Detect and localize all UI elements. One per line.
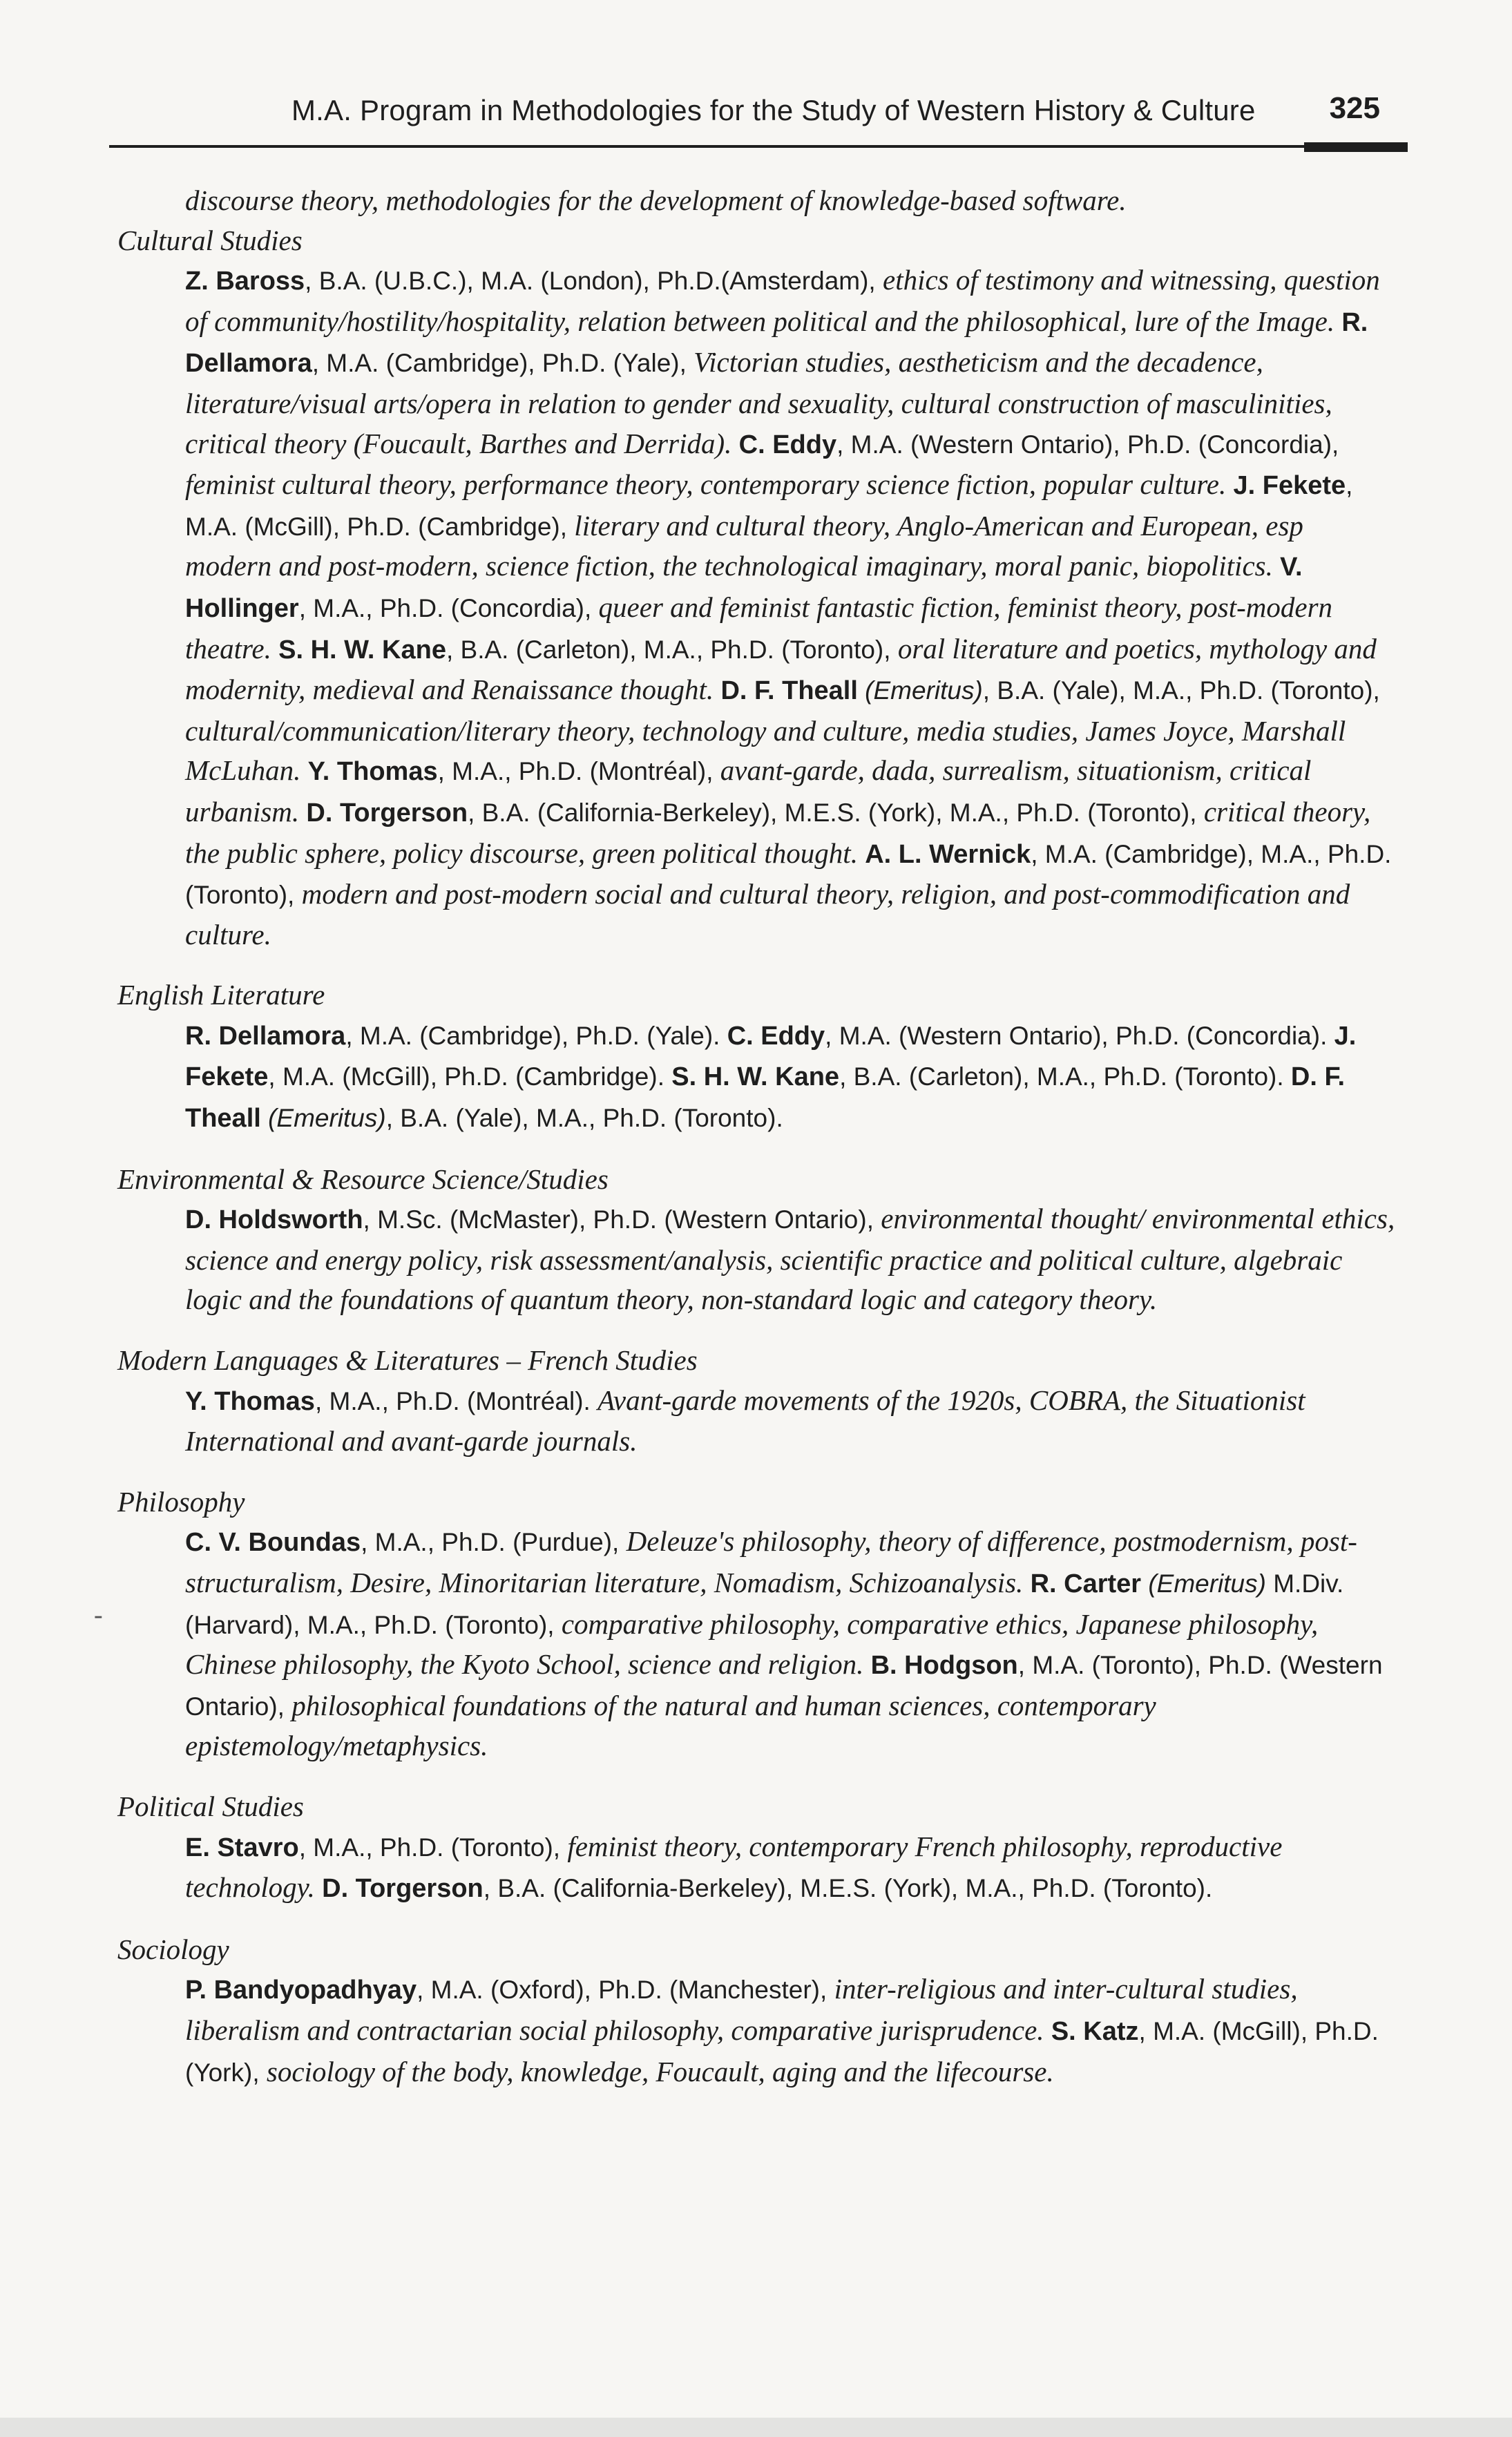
research-interests: queer and feminist fantastic fiction, feminist theory, post-modern theatre.	[185, 591, 1333, 665]
faculty-degrees: , M.A., Ph.D. (Toronto),	[298, 1833, 568, 1862]
faculty-name: D. Torgerson	[306, 798, 468, 828]
section	[117, 221, 1402, 955]
faculty-entries	[185, 1381, 1395, 1462]
faculty-status: (Emeritus)	[865, 676, 983, 705]
faculty-degrees: M.Div. (Harvard), M.A., Ph.D. (Toronto),	[185, 1569, 1344, 1639]
faculty-name: Z. Baross	[185, 267, 305, 296]
faculty-name: R. Dellamora	[185, 1021, 346, 1051]
faculty-entry	[185, 264, 1380, 337]
section-heading: Cultural Studies	[117, 224, 303, 256]
continued-text: discourse theory, methodologies for the development of knowledge-based software.	[185, 184, 1127, 216]
header-rule-mark	[1304, 142, 1408, 152]
scan-edge	[0, 2418, 1512, 2437]
faculty-degrees: , B.A. (Carleton), M.A., Ph.D. (Toronto).	[839, 1062, 1284, 1091]
section-heading: Sociology	[117, 1933, 229, 1965]
section	[117, 1930, 1402, 2092]
research-interests: modern and post-modern social and cultural theory, religion, and post-commodification and culture.	[185, 878, 1350, 950]
faculty-name: S. H. W. Kane	[671, 1062, 840, 1092]
faculty-name: J. Fekete	[1233, 471, 1346, 501]
faculty-name: D. Torgerson	[322, 1874, 484, 1904]
faculty-entries	[185, 260, 1395, 955]
research-interests: avant-garde, dada, surrealism, situationism, critical urbanism.	[185, 754, 1312, 828]
faculty-degrees: , M.Sc. (McMaster), Ph.D. (Western Ontario),	[363, 1205, 881, 1234]
research-interests: comparative philosophy, comparative ethics, Japanese philosophy, Chinese philosophy, the Kyoto School, science and religion.	[185, 1607, 1319, 1681]
page-header	[109, 90, 1408, 148]
section	[117, 1160, 1402, 1320]
faculty-name: C. V. Boundas	[185, 1528, 361, 1558]
faculty-entry	[322, 1871, 1212, 1903]
section	[117, 975, 1402, 1138]
faculty-entries	[185, 1199, 1395, 1320]
section	[117, 1482, 1402, 1766]
research-interests: philosophical foundations of the natural and human sciences, contemporary epistemology/metaphysics.	[185, 1689, 1156, 1762]
section-heading: English Literature	[117, 979, 325, 1011]
faculty-name: V. Hollinger	[185, 553, 1303, 623]
research-interests: ethics of testimony and witnessing, question of community/hostility/hospitality, relation between political and the philosophical, lure of the Image.	[185, 264, 1380, 337]
research-interests: cultural/communication/literary theory, technology and culture, media studies, James Joyce, Marshall McLuhan.	[185, 714, 1346, 787]
faculty-degrees: , M.A. (Oxford), Ph.D. (Manchester),	[417, 1976, 834, 2005]
faculty-name: D. Holdsworth	[185, 1205, 363, 1235]
faculty-name: B. Hodgson	[870, 1651, 1018, 1681]
faculty-name: D. F. Theall	[185, 1062, 1346, 1134]
faculty-degrees: , M.A., Ph.D. (Montréal).	[314, 1386, 598, 1415]
faculty-name: C. Eddy	[738, 430, 837, 459]
faculty-name: S. H. W. Kane	[278, 635, 446, 665]
faculty-name: J. Fekete	[185, 1021, 1357, 1092]
research-interests: Avant-garde movements of the 1920s, COBRA, the Situationist International and avant-garde journals.	[185, 1384, 1305, 1458]
faculty-entry	[185, 1384, 1305, 1458]
section-heading: Modern Languages & Literatures – French Studies	[117, 1344, 698, 1377]
faculty-entries	[185, 1827, 1395, 1909]
research-interests: inter-religious and inter-cultural studies, liberalism and contractarian social philosophy, comparative jurisprudence.	[185, 1973, 1298, 2046]
faculty-degrees: , M.A. (Western Ontario), Ph.D. (Concordia),	[836, 430, 1339, 459]
faculty-status: (Emeritus)	[1148, 1569, 1266, 1598]
faculty-entries	[185, 1522, 1395, 1766]
faculty-entry	[671, 1060, 1283, 1091]
faculty-entry	[727, 1019, 1328, 1051]
section-heading: Philosophy	[117, 1485, 245, 1518]
faculty-degrees: , M.A., Ph.D. (Montréal),	[437, 757, 720, 786]
faculty-degrees: , B.A. (Yale), M.A., Ph.D. (Toronto),	[982, 676, 1380, 705]
faculty-entry	[185, 1203, 1395, 1315]
research-interests: literary and cultural theory, Anglo-American and European, esp modern and post-modern, science fiction, the technological imaginary, moral panic, biopolitics.	[185, 509, 1303, 582]
faculty-degrees: , M.A. (Cambridge), Ph.D. (Yale).	[345, 1021, 720, 1050]
faculty-degrees: , M.A., Ph.D. (Purdue),	[361, 1528, 626, 1557]
faculty-degrees: , M.A. (Cambridge), M.A., Ph.D. (Toronto),	[185, 839, 1392, 910]
research-interests: Deleuze's philosophy, theory of difference, postmodernism, post-structuralism, Desire, Minoritarian literature, Nomadism, Schizoanalysis.	[185, 1525, 1357, 1598]
section-heading: Political Studies	[117, 1790, 304, 1822]
margin-mark: -	[94, 1600, 103, 1630]
research-interests: feminist theory, contemporary French philosophy, reproductive technology.	[185, 1830, 1283, 1904]
faculty-name: E. Stavro	[185, 1833, 299, 1862]
faculty-degrees: , B.A. (California-Berkeley), M.E.S. (York), M.A., Ph.D. (Toronto).	[483, 1874, 1213, 1903]
faculty-name: A. L. Wernick	[865, 839, 1031, 869]
faculty-name: R. Dellamora	[185, 307, 1368, 379]
research-interests: oral literature and poetics, mythology and modernity, medieval and Renaissance thought.	[185, 632, 1377, 706]
section	[117, 1341, 1402, 1462]
faculty-entries	[185, 1969, 1395, 2092]
research-interests: environmental thought/ environmental ethics, science and energy policy, risk assessment/analysis, scientific practice and political culture, algebraic logic and the foundations of quantum theory, non-standard logic and category theory.	[185, 1203, 1395, 1316]
research-interests: sociology of the body, knowledge, Foucault, aging and the lifecourse.	[266, 2055, 1054, 2087]
faculty-name: S. Katz	[1051, 2016, 1139, 2046]
faculty-name: Y. Thomas	[307, 757, 438, 787]
faculty-degrees: , M.A. (McGill), Ph.D. (York),	[185, 2016, 1379, 2087]
faculty-degrees: , M.A. (McGill), Ph.D. (Cambridge),	[185, 471, 1353, 541]
faculty-degrees: , M.A. (Toronto), Ph.D. (Western Ontario),	[185, 1651, 1383, 1721]
faculty-entry	[185, 1019, 720, 1051]
faculty-entries	[185, 1015, 1395, 1139]
faculty-degrees: , M.A. (Western Ontario), Ph.D. (Concordia).	[825, 1021, 1328, 1050]
faculty-degrees: , B.A. (U.B.C.), M.A. (London), Ph.D.(Amsterdam),	[305, 267, 883, 296]
faculty-degrees: , M.A. (McGill), Ph.D. (Cambridge).	[268, 1062, 664, 1091]
faculty-degrees: , M.A. (Cambridge), Ph.D. (Yale),	[312, 349, 694, 378]
faculty-name: D. F. Theall	[720, 676, 858, 706]
faculty-status: (Emeritus)	[268, 1104, 386, 1133]
page-number: 325	[1329, 91, 1380, 125]
faculty-degrees: , B.A. (Carleton), M.A., Ph.D. (Toronto),	[446, 635, 898, 664]
running-title: M.A. Program in Methodologies for the Study of Western History & Culture	[291, 94, 1256, 126]
faculty-name: Y. Thomas	[185, 1386, 315, 1416]
research-interests: critical theory, the public sphere, policy discourse, green political thought.	[185, 795, 1371, 869]
faculty-degrees: , B.A. (Yale), M.A., Ph.D. (Toronto).	[385, 1104, 783, 1133]
faculty-degrees: , M.A., Ph.D. (Concordia),	[298, 593, 599, 622]
research-interests: Victorian studies, aestheticism and the decadence, literature/visual arts/opera in relation to gender and sexuality, cultural construction of masculinities, critical theory (Foucault, Barthes and Derrida).	[185, 346, 1332, 459]
faculty-name: P. Bandyopadhyay	[185, 1976, 417, 2005]
research-interests: feminist cultural theory, performance theory, contemporary science fiction, popular culture.	[185, 468, 1227, 501]
section	[117, 1787, 1402, 1909]
faculty-name: R. Carter	[1030, 1569, 1142, 1598]
faculty-listing	[117, 181, 1402, 2113]
faculty-name: C. Eddy	[727, 1021, 825, 1051]
faculty-degrees: , B.A. (California-Berkeley), M.E.S. (York), M.A., Ph.D. (Toronto),	[468, 798, 1204, 827]
section-heading: Environmental & Resource Science/Studies	[117, 1163, 609, 1195]
